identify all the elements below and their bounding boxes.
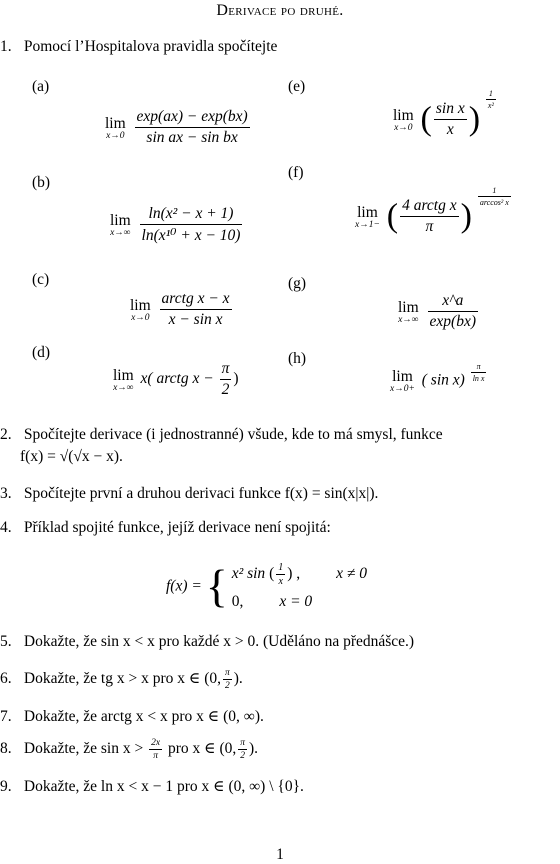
label-f: (f) [288, 164, 304, 181]
formula-a [105, 108, 252, 147]
problem-number: 7. [0, 708, 12, 725]
label-a: (a) [32, 78, 50, 95]
problem-number: 9. [0, 778, 12, 795]
problem-3 [0, 485, 378, 503]
problem-text: Spočítejte derivace (i jednostranné) všude, kde to má smysl, funkce [23, 426, 443, 443]
problem-number: 1. [0, 38, 12, 55]
problem-7 [0, 707, 264, 726]
problem-9 [0, 777, 304, 796]
lim: lim x→0+ [390, 368, 415, 394]
formula-b [110, 205, 244, 245]
problem-number: 8. [0, 740, 12, 758]
label-b: (b) [32, 174, 51, 191]
exponent: $\frac{\pi}{\text{ln x}}$ [472, 361, 485, 383]
problem-number: 3. [0, 485, 12, 502]
lim: lim x→0 [393, 106, 414, 133]
problem-number: 5. [0, 633, 12, 650]
problem-1 [0, 38, 277, 56]
label-c: (c) [32, 271, 50, 288]
problem-text: Dokažte, že ln x < x − 1 pro x ∈ (0, ∞) \ {0}. [23, 778, 304, 795]
lim: lim x→∞ [398, 298, 419, 325]
piecewise-function: f(x) = { x² sin ( $\frac{1}{x}$ ) , x ≠ 0 0, x = 0 [166, 560, 368, 612]
problem-number: 6. [0, 670, 12, 688]
fraction: $\frac{x\^{}a}{\exp(bx)}$ [429, 292, 477, 330]
problem-number: 2. [0, 426, 12, 443]
problem-text: Příklad spojité funkce, jejíž derivace není spojitá: [23, 519, 331, 536]
label-e: (e) [288, 78, 306, 95]
formula-f: lim x→1− ( $\frac{\text{4 arctg x}}{\pi}$ ) $\frac{1}{\text{arccos² x}}$ [355, 186, 509, 235]
fraction: $\frac{\text{4 arctg x}}{\pi}$ [402, 197, 457, 235]
problem-2 [0, 426, 443, 444]
problem-5 [0, 633, 414, 651]
fraction: $\frac{\text{ln(x² − x + 1)}}{\text{ln(x¹⁰ + x − 10)}}$ [141, 205, 241, 244]
page-number: 1 [276, 846, 284, 863]
label-g: (g) [288, 275, 307, 292]
problem-4 [0, 519, 331, 537]
exponent: $\frac{1}{\text{x²}}$ [487, 89, 494, 110]
problem-text: Pomocí l’Hospitalova pravidla spočítejte [23, 38, 278, 55]
lim: lim x→∞ [110, 212, 131, 238]
fraction: $\frac{\text{arctg x − x}}{\text{x − sin x}}$ [161, 290, 230, 328]
lim: lim x→0 [130, 296, 151, 323]
problem-6: 6. Dokažte, že tg x > x pro x ∈ (0, $\frac{\pi}{2}$ ). [0, 668, 243, 691]
problem-text: Dokažte, že sin x < x pro každé x > 0. (Uděláno na přednášce.) [23, 633, 415, 650]
problem-8: 8. Dokažte, že sin x > $\frac{2x}{\pi}$ pro x ∈ (0, $\frac{\pi}{2}$ ). [0, 738, 259, 761]
problem-text: Spočítejte první a druhou derivaci funkce f(x) = sin(x|x|). [23, 485, 379, 502]
fraction: $\frac{\pi}{2}$ [221, 360, 230, 398]
lim: lim x→1− [355, 203, 380, 230]
lim: lim x→0 [105, 114, 126, 141]
label-d: (d) [32, 344, 51, 361]
problem-text: Dokažte, že arctg x < x pro x ∈ (0, ∞). [23, 708, 264, 725]
label-h: (h) [288, 350, 307, 367]
fraction: $\frac{\exp(ax) - \exp(bx)}{\text{sin ax − sin bx}}$ [136, 108, 248, 146]
problem-2-line-2: f(x) = √(√x − x). [20, 448, 123, 465]
formula-e: lim x→0 ( $\frac{\text{sin x}}{x}$ ) $\frac{1}{\text{x²}}$ [393, 89, 494, 138]
formula-d: lim x→∞ x( arctg x − $\frac{\pi}{2}$ ) [113, 360, 239, 398]
formula-c [130, 290, 234, 329]
problem-number: 4. [0, 519, 12, 536]
formula-g [398, 292, 480, 331]
lim: lim x→∞ [113, 366, 134, 393]
fraction: $\frac{\text{sin x}}{x}$ [435, 100, 465, 138]
exponent: $\frac{1}{\text{arccos² x}}$ [479, 186, 509, 207]
formula-h: lim x→0+ ( sin x) $\frac{\pi}{\text{ln x}}$ [390, 361, 485, 394]
page-title: Derivace po druhé. [216, 2, 344, 19]
